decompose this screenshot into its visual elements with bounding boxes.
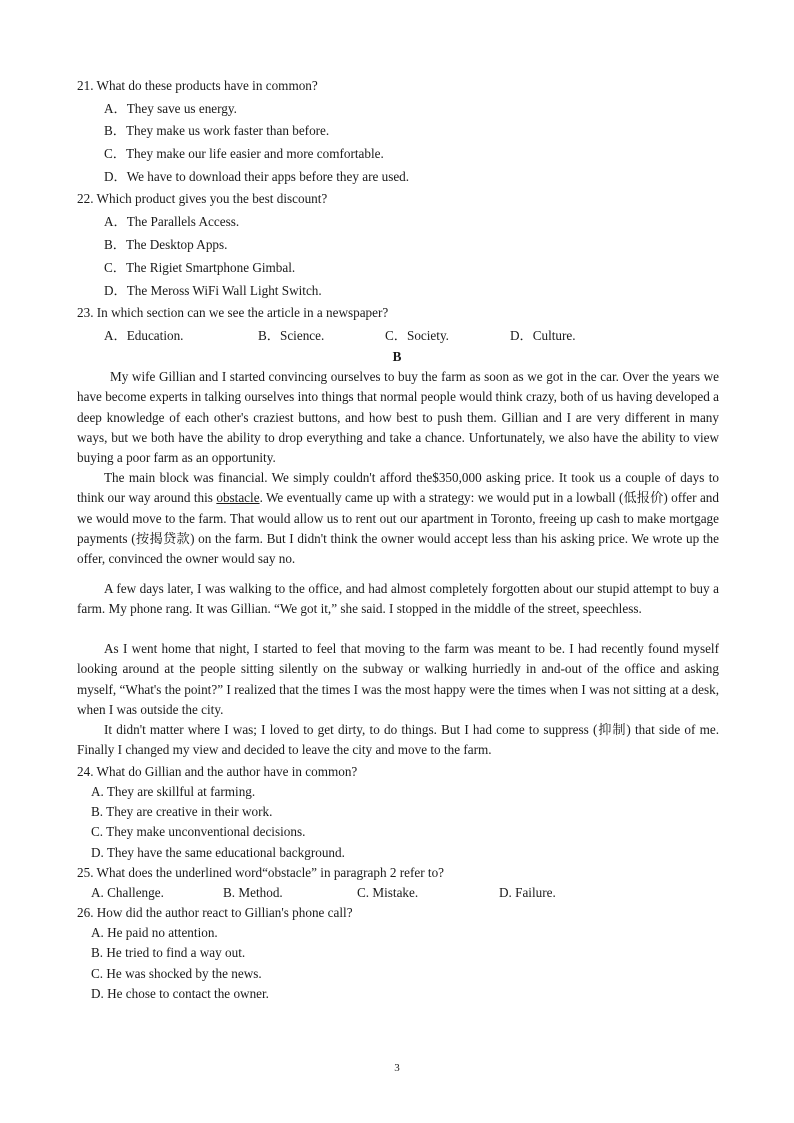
question-24-option-d: D. They have the same educational background. [91, 845, 345, 860]
question-26-option-b: B. He tried to find a way out. [91, 945, 246, 960]
passage-paragraph-2-text: The main block was financial. We simply couldn't afford the$350,000 asking price. It took us a couple of days to think our way around this obstacle. We eventually came up with a strategy: we would put in a lowball (低报价) offer and we would move to the farm. That would allow us to rent out our apartment in Toronto, freeing up cash to make mortgage payments (按揭贷款) on the farm. But I didn't think the owner would accept less than his asking price. We wrote up the offer, convinced the owner would say no. [77, 470, 719, 567]
question-21-option-b: B．They make us work faster than before. [104, 123, 330, 138]
passage-paragraph-3: A few days later, I was walking to the office, and had almost completely forgotten about our stupid attempt to buy a farm. My phone rang. It was Gillian. “We got it,” she said. I stopped in the middle of the street, speechless. [77, 581, 719, 617]
question-23-option-b: B．Science. [258, 328, 325, 343]
question-25-option-a: A. Challenge. [91, 885, 164, 900]
question-22-option-b: B．The Desktop Apps. [104, 237, 228, 252]
question-25-option-d: D. Failure. [499, 885, 556, 900]
passage-paragraph-4: As I went home that night, I started to feel that moving to the farm was meant to be. I had recently found myself looking around at the people sitting silently on the subway or walking hurriedly in and-out of the office and asking myself, “What's the point?” I realized that the times I was the most happy were the times when I was not sitting at a desk, when I was outside the city. [77, 641, 719, 717]
question-26-option-c: C. He was shocked by the news. [91, 966, 262, 981]
question-23-option-c: C．Society. [385, 328, 449, 343]
passage-paragraph-5: It didn't matter where I was; I loved to get dirty, to do things. But I had come to suppress (抑制) that side of me. Finally I changed my view and decided to leave the city and move to the farm. [77, 722, 719, 758]
underlined-word-obstacle: obstacle [216, 490, 260, 506]
section-b-heading: B [392, 349, 402, 364]
question-26-stem: 26. How did the author react to Gillian's phone call? [77, 905, 353, 920]
question-22-stem: 22. Which product gives you the best discount? [77, 191, 328, 206]
question-22-option-a: A．The Parallels Access. [104, 214, 240, 229]
question-25-option-b: B. Method. [223, 885, 283, 900]
question-23-option-a: A．Education. [104, 328, 184, 343]
question-24-option-a: A. They are skillful at farming. [91, 784, 256, 799]
question-21-stem: 21. What do these products have in common? [77, 78, 318, 93]
question-24-stem: 24. What do Gillian and the author have in common? [77, 764, 358, 779]
question-22-option-c: C．The Rigiet Smartphone Gimbal. [104, 260, 296, 275]
page-number: 3 [394, 1062, 400, 1074]
question-26-option-d: D. He chose to contact the owner. [91, 986, 269, 1001]
question-26-option-a: A. He paid no attention. [91, 925, 218, 940]
question-21-option-c: C．They make our life easier and more comfortable. [104, 146, 384, 161]
question-25-option-c: C. Mistake. [357, 885, 419, 900]
question-22-option-d: D．The Meross WiFi Wall Light Switch. [104, 283, 322, 298]
question-24-option-c: C. They make unconventional decisions. [91, 824, 306, 839]
question-21-option-a: A．They save us energy. [104, 101, 237, 116]
passage-paragraph-1: My wife Gillian and I started convincing ourselves to buy the farm as soon as we got in the car. Over the years we have become experts in talking ourselves into things that normal people would think crazy, both of us having developed a deep knowledge of each other's craziest buttons, and how best to push them. Gillian and I are very different in many ways, but we both have the ability to drop everything and take a chance. Unfortunately, we also have the ability to view buying a poor farm as an opportunity. [77, 369, 719, 466]
question-23-option-d: D．Culture. [510, 328, 576, 343]
passage-paragraph-2 [77, 468, 719, 569]
question-24-option-b: B. They are creative in their work. [91, 804, 273, 819]
question-25-stem: 25. What does the underlined word“obstacle” in paragraph 2 refer to? [77, 865, 445, 880]
question-23-stem: 23. In which section can we see the article in a newspaper? [77, 305, 389, 320]
question-21-option-d: D．We have to download their apps before they are used. [104, 169, 410, 184]
